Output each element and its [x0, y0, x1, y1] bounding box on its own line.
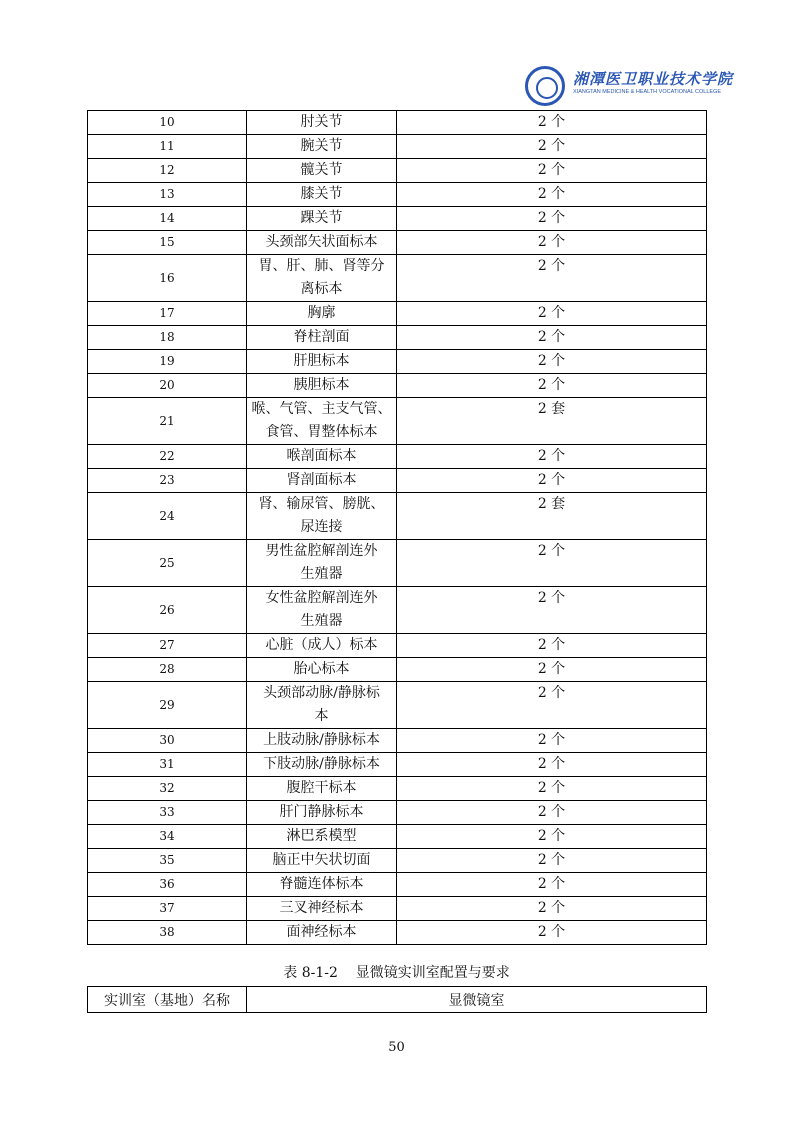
- specimen-quantity: 2 个: [397, 445, 707, 469]
- specimen-name-line: 肝门静脉标本: [279, 804, 364, 820]
- table-row: [88, 326, 707, 350]
- table-row: [88, 111, 707, 135]
- lab-room-table: [87, 986, 707, 1013]
- specimen-name: [247, 540, 397, 587]
- specimen-name-line: 胰胆标本: [293, 377, 350, 393]
- row-number: 18: [88, 326, 247, 350]
- specimen-quantity: 2 个: [397, 729, 707, 753]
- row-number: 15: [88, 231, 247, 255]
- specimen-quantity: 2 个: [397, 231, 707, 255]
- specimen-quantity: 2 个: [397, 326, 707, 350]
- specimen-name-line: 生殖器: [300, 613, 343, 629]
- specimen-name-line: 胃、肝、肺、肾等分: [258, 258, 385, 274]
- table-row: [88, 873, 707, 897]
- specimen-name: [247, 231, 397, 255]
- table-row: [88, 849, 707, 873]
- specimen-name: [247, 777, 397, 801]
- specimen-quantity: 2 个: [397, 159, 707, 183]
- table-row: [88, 350, 707, 374]
- specimen-name-line: 食管、胃整体标本: [265, 424, 378, 440]
- table-row: [88, 493, 707, 540]
- specimen-name: [247, 682, 397, 729]
- specimen-name-line: 面神经标本: [286, 924, 357, 940]
- table-row: [88, 445, 707, 469]
- row-number: 34: [88, 825, 247, 849]
- specimen-name-line: 离标本: [300, 281, 343, 297]
- table-row: [88, 658, 707, 682]
- page-number: 50: [388, 1040, 405, 1055]
- row-number: 28: [88, 658, 247, 682]
- specimen-name-line: 肘关节: [300, 114, 343, 130]
- specimen-quantity: 2 个: [397, 753, 707, 777]
- logo-english-name: XIANGTAN MEDICINE & HEALTH VOCATIONAL COLLEGE: [573, 89, 722, 95]
- table-row: [88, 255, 707, 302]
- table-row: [88, 801, 707, 825]
- specimen-quantity: 2 个: [397, 921, 707, 945]
- table-row: [88, 921, 707, 945]
- row-number: 10: [88, 111, 247, 135]
- row-number: 25: [88, 540, 247, 587]
- specimen-quantity: 2 个: [397, 849, 707, 873]
- row-number: 17: [88, 302, 247, 326]
- specimen-quantity: 2 套: [397, 493, 707, 540]
- specimen-quantity: 2 个: [397, 350, 707, 374]
- specimen-name-line: 胎心标本: [293, 661, 350, 677]
- specimen-name: [247, 183, 397, 207]
- specimen-name: [247, 897, 397, 921]
- specimen-name: [247, 111, 397, 135]
- specimen-name: [247, 207, 397, 231]
- specimen-name-line: 脊髓连体标本: [279, 876, 364, 892]
- table-row: [88, 159, 707, 183]
- specimen-quantity: 2 个: [397, 897, 707, 921]
- row-number: 14: [88, 207, 247, 231]
- specimen-quantity: 2 个: [397, 135, 707, 159]
- row-number: 29: [88, 682, 247, 729]
- specimen-name: [247, 873, 397, 897]
- specimen-name-line: 上肢动脉/静脉标本: [263, 732, 380, 748]
- specimen-quantity: 2 个: [397, 111, 707, 135]
- table-row: [88, 374, 707, 398]
- specimen-name-line: 肾、输尿管、膀胱、: [258, 496, 385, 512]
- table-row: [88, 207, 707, 231]
- table-row: [88, 302, 707, 326]
- specimen-name-line: 头颈部矢状面标本: [265, 234, 378, 250]
- table-row: [88, 587, 707, 634]
- specimen-name: [247, 135, 397, 159]
- specimen-quantity: 2 个: [397, 777, 707, 801]
- specimen-name-line: 脑正中矢状切面: [272, 852, 371, 868]
- specimen-quantity: 2 个: [397, 825, 707, 849]
- specimen-quantity: 2 个: [397, 801, 707, 825]
- specimen-name: [247, 729, 397, 753]
- specimen-name-line: 膝关节: [300, 186, 343, 202]
- table-row: [88, 398, 707, 445]
- specimen-quantity: 2 个: [397, 682, 707, 729]
- specimen-quantity: 2 个: [397, 587, 707, 634]
- specimen-name: [247, 825, 397, 849]
- specimen-name: [247, 658, 397, 682]
- specimen-name-line: 肾剖面标本: [286, 472, 357, 488]
- row-number: 35: [88, 849, 247, 873]
- table-row: [88, 682, 707, 729]
- specimen-quantity: 2 个: [397, 207, 707, 231]
- specimen-name-line: 下肢动脉/静脉标本: [263, 756, 380, 772]
- logo-chinese-name: 湘潭医卫职业技术学院: [573, 70, 734, 88]
- room-name-value: 显微镜室: [247, 987, 707, 1013]
- row-number: 13: [88, 183, 247, 207]
- specimen-name-line: 喉、气管、主支气管、: [251, 401, 392, 417]
- table-row: [88, 753, 707, 777]
- specimen-name-line: 髋关节: [300, 162, 343, 178]
- specimen-name-line: 生殖器: [300, 566, 343, 582]
- specimen-quantity: 2 个: [397, 255, 707, 302]
- row-number: 37: [88, 897, 247, 921]
- row-number: 27: [88, 634, 247, 658]
- specimen-quantity: 2 个: [397, 540, 707, 587]
- specimen-name-line: 腹腔干标本: [286, 780, 357, 796]
- table-row: [88, 231, 707, 255]
- table-caption: 表 8-1-2 显微镜实训室配置与要求: [283, 965, 510, 981]
- specimen-name-line: 本: [314, 708, 329, 724]
- row-number: 24: [88, 493, 247, 540]
- specimen-quantity: 2 个: [397, 873, 707, 897]
- specimen-table: [87, 110, 707, 945]
- specimen-quantity: 2 个: [397, 634, 707, 658]
- table-row: [88, 469, 707, 493]
- specimen-name-line: 胸廓: [307, 305, 336, 321]
- row-number: 22: [88, 445, 247, 469]
- table-row: [88, 540, 707, 587]
- row-number: 33: [88, 801, 247, 825]
- row-number: 36: [88, 873, 247, 897]
- specimen-name: [247, 849, 397, 873]
- specimen-name: [247, 445, 397, 469]
- specimen-name-line: 尿连接: [300, 519, 343, 535]
- table-row: [88, 183, 707, 207]
- row-number: 26: [88, 587, 247, 634]
- specimen-name-line: 踝关节: [300, 210, 343, 226]
- specimen-name: [247, 587, 397, 634]
- row-number: 31: [88, 753, 247, 777]
- row-number: 23: [88, 469, 247, 493]
- specimen-name-line: 淋巴系模型: [286, 828, 357, 844]
- row-number: 38: [88, 921, 247, 945]
- specimen-name-line: 喉剖面标本: [286, 448, 357, 464]
- table-row: [88, 135, 707, 159]
- row-number: 11: [88, 135, 247, 159]
- specimen-name: [247, 921, 397, 945]
- specimen-name-line: 脊柱剖面: [293, 329, 350, 345]
- specimen-quantity: 2 套: [397, 398, 707, 445]
- specimen-name: [247, 326, 397, 350]
- specimen-name: [247, 374, 397, 398]
- specimen-name: [247, 255, 397, 302]
- college-logo: [523, 64, 734, 108]
- table-row: [88, 634, 707, 658]
- specimen-name: [247, 493, 397, 540]
- specimen-name: [247, 159, 397, 183]
- row-number: 30: [88, 729, 247, 753]
- table-row: [88, 825, 707, 849]
- row-number: 21: [88, 398, 247, 445]
- row-number: 16: [88, 255, 247, 302]
- specimen-name-line: 心脏（成人）标本: [265, 637, 378, 653]
- specimen-name-line: 女性盆腔解剖连外: [265, 590, 378, 606]
- specimen-name: [247, 350, 397, 374]
- table-row: [88, 777, 707, 801]
- table-row: [88, 897, 707, 921]
- specimen-name-line: 肝胆标本: [293, 353, 350, 369]
- row-number: 12: [88, 159, 247, 183]
- row-number: 19: [88, 350, 247, 374]
- table-row: [88, 729, 707, 753]
- row-number: 32: [88, 777, 247, 801]
- specimen-quantity: 2 个: [397, 658, 707, 682]
- specimen-name-line: 男性盆腔解剖连外: [265, 543, 378, 559]
- specimen-name: [247, 398, 397, 445]
- specimen-quantity: 2 个: [397, 183, 707, 207]
- specimen-quantity: 2 个: [397, 302, 707, 326]
- specimen-name: [247, 753, 397, 777]
- college-emblem-icon: [525, 66, 565, 106]
- specimen-name: [247, 302, 397, 326]
- specimen-name: [247, 469, 397, 493]
- specimen-name-line: 头颈部动脉/静脉标: [263, 685, 380, 701]
- specimen-quantity: 2 个: [397, 469, 707, 493]
- specimen-name: [247, 801, 397, 825]
- specimen-quantity: 2 个: [397, 374, 707, 398]
- room-name-label: 实训室（基地）名称: [88, 987, 247, 1013]
- specimen-name: [247, 634, 397, 658]
- specimen-name-line: 腕关节: [300, 138, 343, 154]
- row-number: 20: [88, 374, 247, 398]
- specimen-name-line: 三叉神经标本: [279, 900, 364, 916]
